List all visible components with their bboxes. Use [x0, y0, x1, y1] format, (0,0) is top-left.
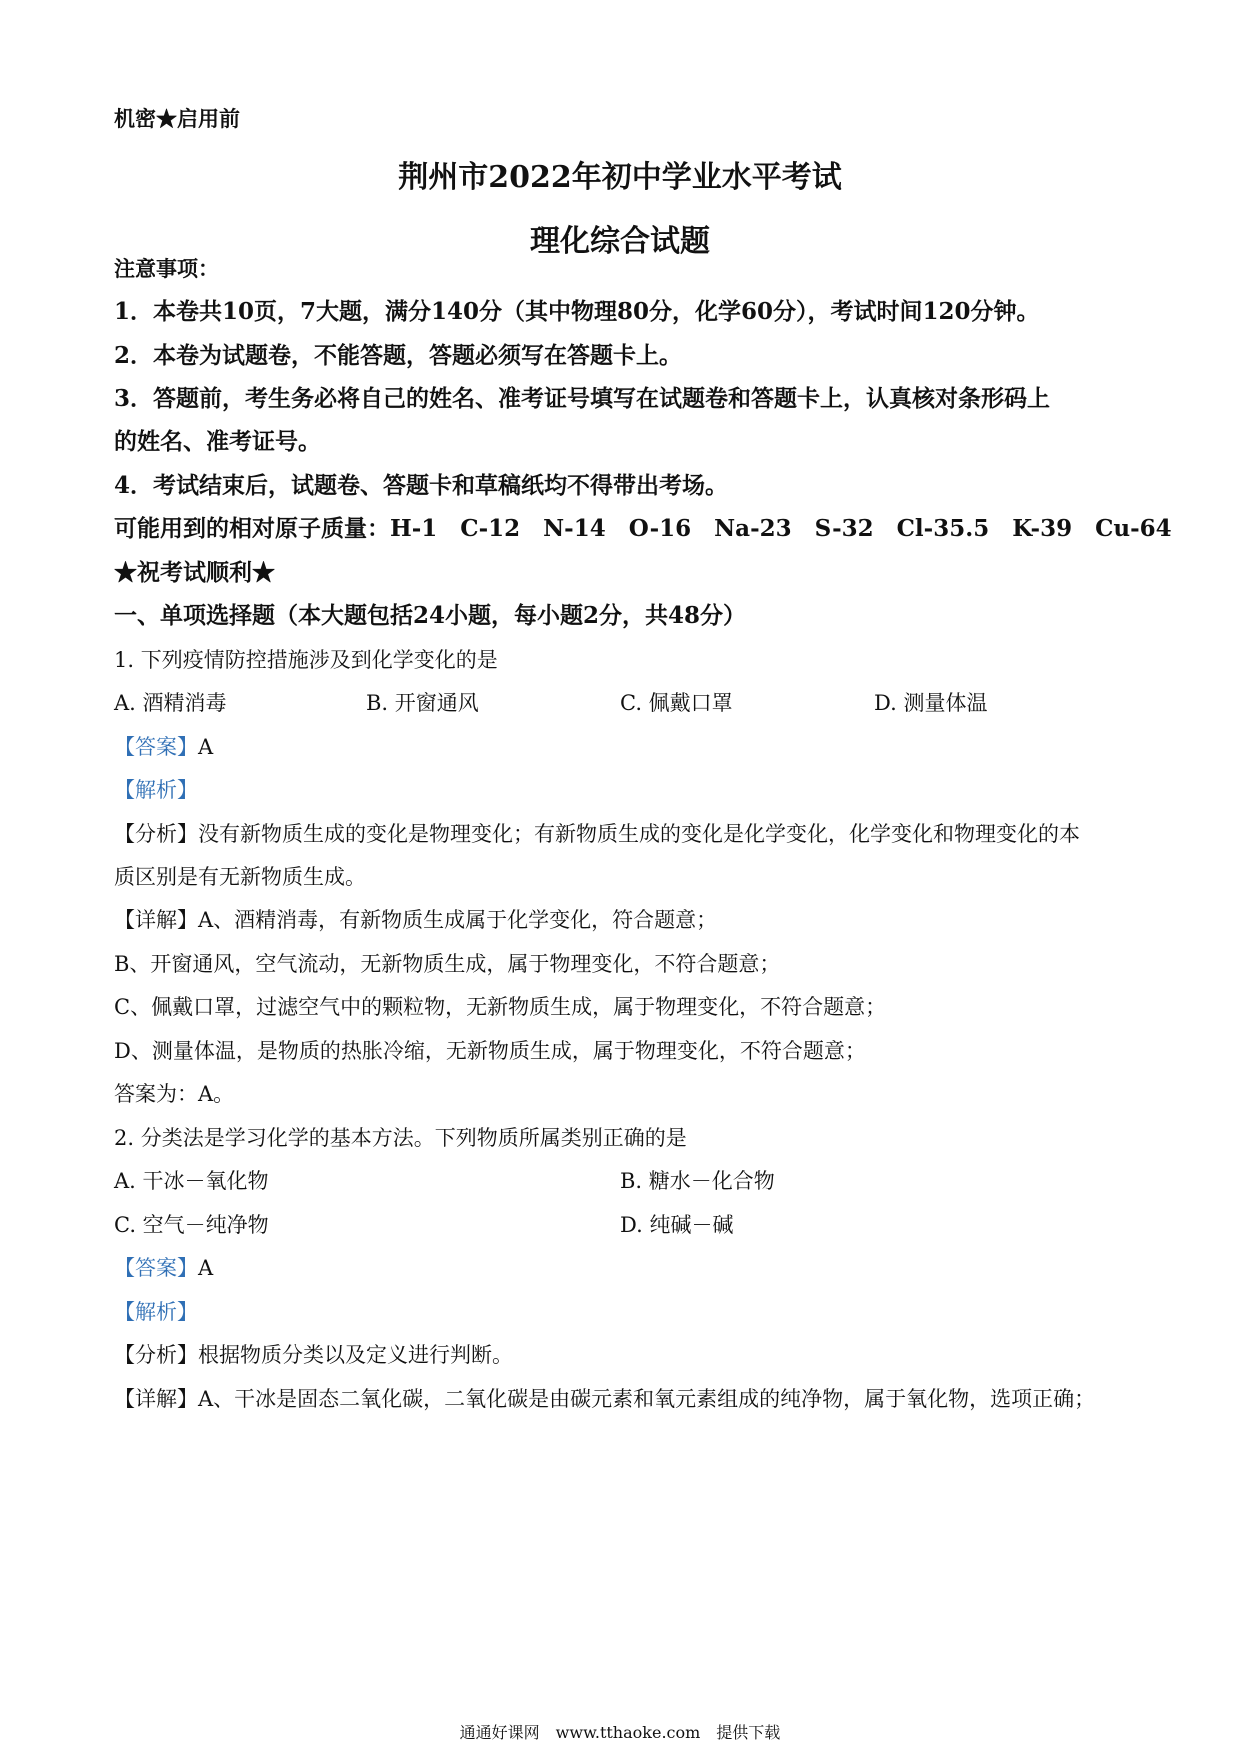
notice-item-1: 1．本卷共10页，7大题，满分140分（其中物理80分，化学60分），考试时间120分钟。 [114, 298, 1040, 325]
notice-item-4: 4．考试结束后，试题卷、答题卡和草稿纸均不得带出考场。 [114, 472, 729, 499]
q1-detail-a: A、酒精消毒，有新物质生成属于化学变化，符合题意； [198, 908, 718, 932]
q2-analysis-tag: 【解析】 [114, 1300, 198, 1324]
question-2-stem: 2. 分类法是学习化学的基本方法。下列物质所属类别正确的是 [114, 1126, 687, 1150]
confidential-note: 机密★启用前 [114, 106, 240, 131]
answer-tag: 【答案】 [114, 735, 198, 759]
q2-fenxi-line-1 [114, 1340, 513, 1370]
good-luck-line: ★祝考试顺利★ [114, 559, 275, 586]
q1-detail-line-a [114, 905, 717, 935]
q2-option-d: D. 纯碱－碱 [620, 1213, 734, 1237]
fenxi-tag: 【分析】 [114, 1343, 198, 1367]
notice-item-3-cont: 的姓名、准考证号。 [114, 428, 321, 455]
exam-title: 荆州市2022年初中学业水平考试 [398, 160, 842, 195]
fenxi-tag: 【分析】 [114, 822, 198, 846]
detail-tag: 【详解】 [114, 1387, 198, 1411]
q1-fenxi-line-2: 质区别是有无新物质生成。 [114, 865, 366, 889]
answer-tag: 【答案】 [114, 1256, 198, 1280]
exam-subtitle: 理化综合试题 [530, 224, 710, 259]
question-1-stem: 1. 下列疫情防控措施涉及到化学变化的是 [114, 648, 498, 672]
q2-option-a: A. 干冰－氧化物 [114, 1169, 269, 1193]
q1-option-b: B. 开窗通风 [366, 691, 479, 715]
download-footer: 通通好课网 www.tthaoke.com 提供下载 [459, 1723, 781, 1742]
q2-fenxi-text-1: 根据物质分类以及定义进行判断。 [198, 1343, 513, 1367]
notice-item-2: 2．本卷为试题卷，不能答题，答题必须写在答题卡上。 [114, 342, 683, 369]
notice-item-3: 3．答题前，考生务必将自己的姓名、准考证号填写在试题卷和答题卡上，认真核对条形码上 [114, 385, 1051, 412]
q2-detail-a: A、干冰是固态二氧化碳，二氧化碳是由碳元素和氧元素组成的纯净物，属于氧化物，选项正确； [198, 1387, 1096, 1411]
notice-heading: 注意事项： [114, 256, 219, 281]
atomic-mass-line: 可能用到的相对原子质量：H-1 C-12 N-14 O-16 Na-23 S-32 Cl-35.5 K-39 Cu-64 [114, 515, 1172, 542]
q2-answer-line [114, 1253, 213, 1283]
section-heading: 一、单项选择题（本大题包括24小题，每小题2分，共48分） [114, 602, 747, 629]
q1-fenxi-line-1 [114, 819, 1080, 849]
q2-answer-value: A [198, 1256, 214, 1280]
detail-tag: 【详解】 [114, 908, 198, 932]
q1-detail-b: B、开窗通风，空气流动，无新物质生成，属于物理变化，不符合题意； [114, 952, 781, 976]
q1-answer-value: A [198, 735, 214, 759]
q1-option-a: A. 酒精消毒 [114, 691, 227, 715]
q1-answer-line [114, 732, 213, 762]
q1-final-answer: 答案为：A。 [114, 1082, 235, 1106]
q1-fenxi-text-1: 没有新物质生成的变化是物理变化；有新物质生成的变化是化学变化，化学变化和物理变化的本 [198, 822, 1080, 846]
q2-detail-line-a [114, 1384, 1095, 1414]
q1-detail-c: C、佩戴口罩，过滤空气中的颗粒物，无新物质生成，属于物理变化，不符合题意； [114, 995, 887, 1019]
q1-option-d: D. 测量体温 [874, 691, 988, 715]
q2-option-c: C. 空气－纯净物 [114, 1213, 269, 1237]
q2-option-b: B. 糖水－化合物 [620, 1169, 775, 1193]
q1-detail-d: D、测量体温，是物质的热胀冷缩，无新物质生成，属于物理变化，不符合题意； [114, 1039, 866, 1063]
q1-option-c: C. 佩戴口罩 [620, 691, 733, 715]
q1-analysis-tag: 【解析】 [114, 778, 198, 802]
